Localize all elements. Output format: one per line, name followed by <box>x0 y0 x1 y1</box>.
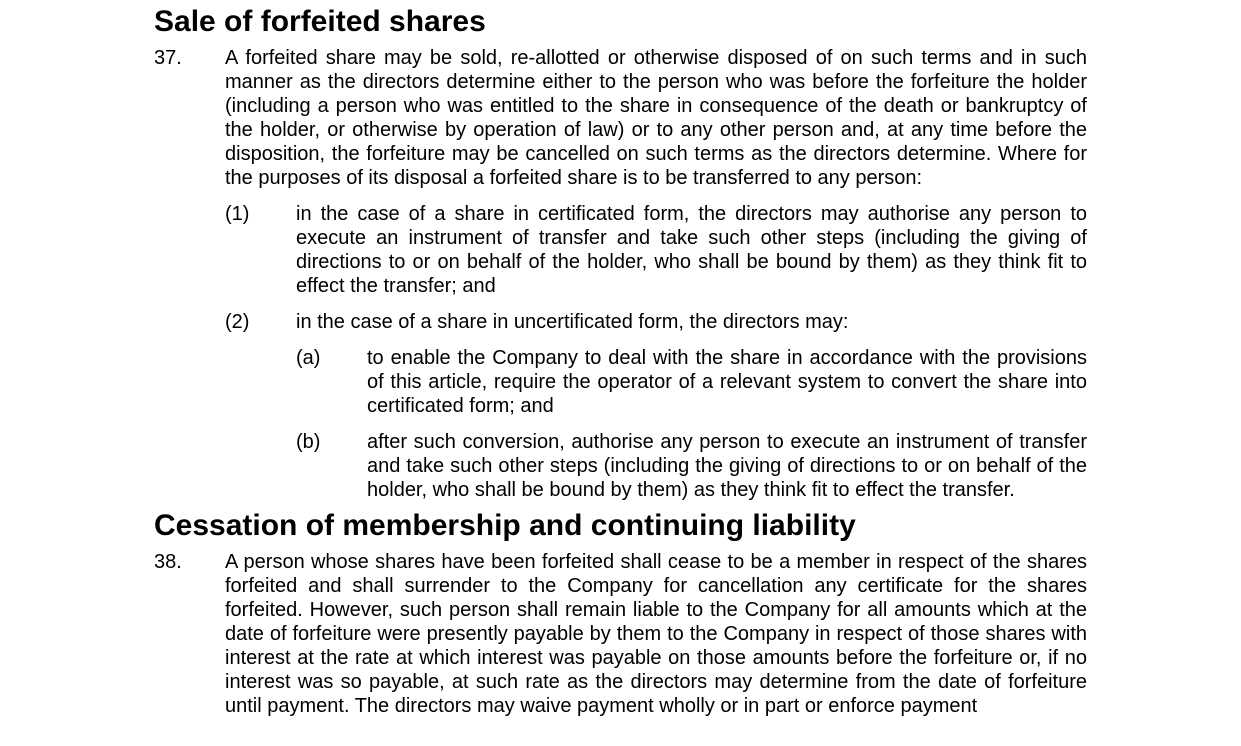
article-text: A person whose shares have been forfeited shall cease to be a member in respect of the shares forfeited and shall surrender to the Company for cancellation any certificate for the shares forfeited. However, such person shall remain liable to the Company for all amounts which at the date of forfeiture were presently payable by them to the Company in respect of those shares with interest at the rate at which interest was payable on those amounts before the forfeiture or, if no interest was so payable, at such rate as the directors may determine from the date of forfeiture until payment. The directors may waive payment wholly or in part or enforce payment <box>225 551 1087 717</box>
document-page <box>154 5 1087 718</box>
subclause-a <box>296 346 1087 418</box>
subclause-label: (b) <box>296 431 321 453</box>
article-number: 38. <box>154 551 182 573</box>
article-number: 37. <box>154 47 182 69</box>
section-heading-cessation-of-membership: Cessation of membership and continuing liability <box>154 509 856 542</box>
section-heading-sale-of-forfeited-shares: Sale of forfeited shares <box>154 5 486 38</box>
article-text: A forfeited share may be sold, re-allotted or otherwise disposed of on such terms and in such manner as the directors determine either to the person who was before the forfeiture the holder (including a person who was entitled to the share in consequence of the death or bankruptcy of the holder, or otherwise by operation of law) or to any other person and, at any time before the disposition, the forfeiture may be cancelled on such terms as the directors determine. Where for the purposes of its disposal a forfeited share is to be transferred to any person: <box>225 47 1087 189</box>
subclause-b <box>296 430 1087 502</box>
clause-2 <box>225 310 1087 502</box>
article-37 <box>154 46 1087 502</box>
clause-body <box>296 310 1087 502</box>
subclause-body <box>367 430 1087 502</box>
subclause-text: after such conversion, authorise any person to execute an instrument of transfer and take such other steps (including the giving of directions to or on behalf of the holder, who shall be bound by them) as they think fit to effect the transfer. <box>367 431 1087 501</box>
article-body <box>225 550 1087 718</box>
clause-text: in the case of a share in uncertificated form, the directors may: <box>296 311 849 333</box>
article-body <box>225 46 1087 502</box>
clause-text: in the case of a share in certificated form, the directors may authorise any person to execute an instrument of transfer and take such other steps (including the giving of directions to or on behalf of the holder, who shall be bound by them) as they think fit to effect the transfer; and <box>296 203 1087 297</box>
clause-label: (2) <box>225 311 250 333</box>
subclause-body <box>367 346 1087 418</box>
clause-body <box>296 202 1087 298</box>
article-38 <box>154 550 1087 718</box>
subclause-label: (a) <box>296 347 321 369</box>
subclause-text: to enable the Company to deal with the share in accordance with the provisions of this article, require the operator of a relevant system to convert the share into certificated form; and <box>367 347 1087 417</box>
clause-label: (1) <box>225 203 250 225</box>
clause-1 <box>225 202 1087 298</box>
